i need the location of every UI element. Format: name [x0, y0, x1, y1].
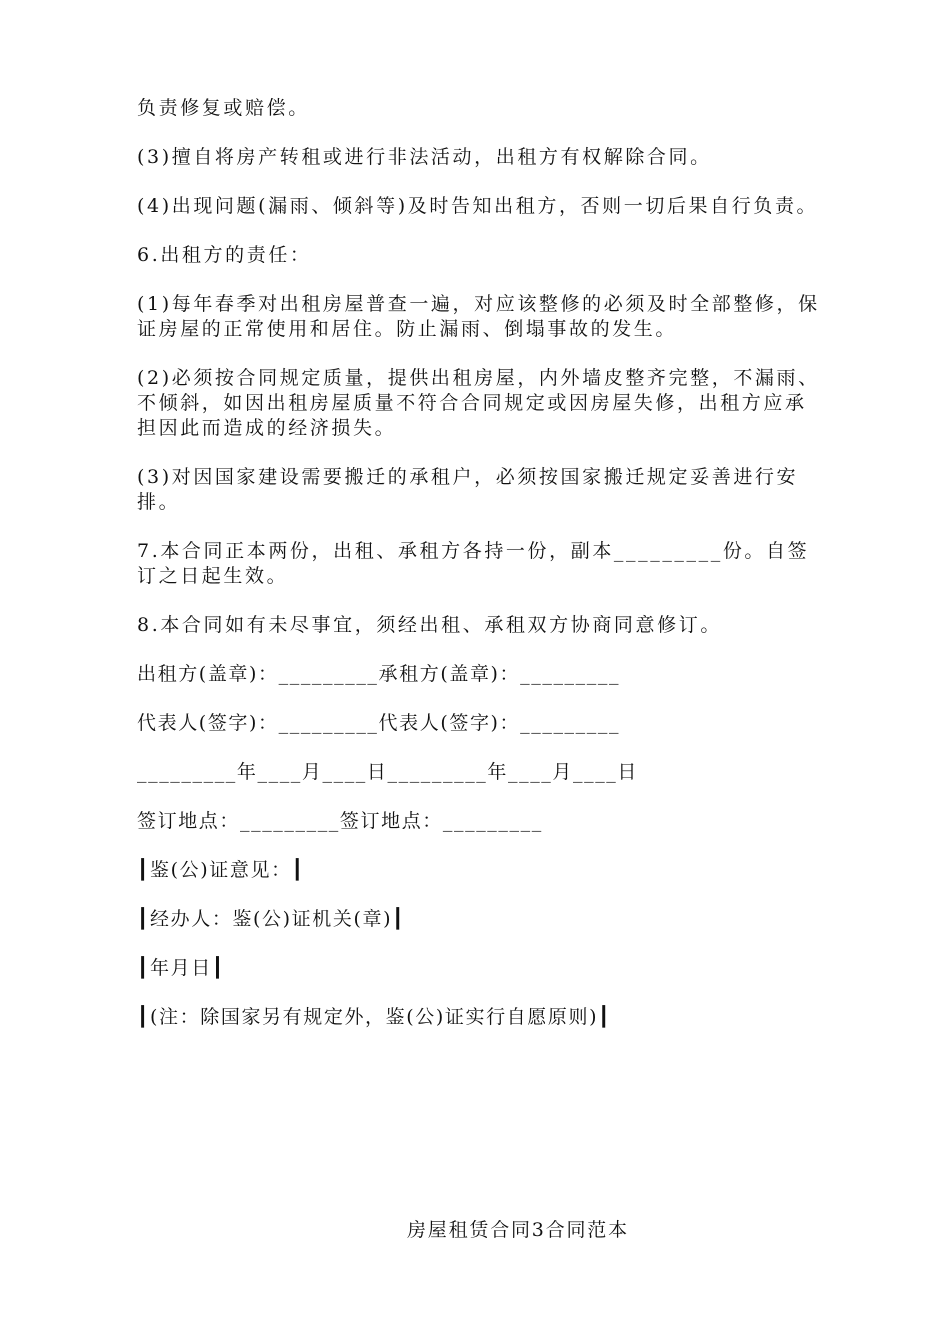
- signature-line-date: _________年____月____日_________年____月____日: [137, 761, 638, 783]
- paragraph-sublease-clause: (3)擅自将房产转租或进行非法活动，出租方有权解除合同。: [137, 146, 712, 168]
- notary-date-line: ┃年月日┃: [137, 957, 225, 979]
- paragraph-amendments: 8.本合同如有未尽事宜，须经出租、承租双方协商同意修订。: [137, 614, 722, 636]
- paragraph-annual-inspection: (1)每年春季对出租房屋普查一遍，对应该整修的必须及时全部整修，保证房屋的正常使用和居住。防止漏雨、倒塌事故的发生。: [137, 293, 820, 340]
- signature-line-location: 签订地点：_________签订地点：_________: [137, 810, 543, 832]
- footer-title: 房屋租赁合同3合同范本: [407, 1219, 629, 1241]
- paragraph-relocation: (3)对因国家建设需要搬迁的承租户，必须按国家搬迁规定妥善进行安排。: [137, 466, 799, 513]
- paragraph-quality-requirement: (2)必须按合同规定质量，提供出租房屋，内外墙皮整齐完整，不漏雨、不倾斜，如因出租房屋质量不符合合同规定或因房屋失修，出租方应承担因此而造成的经济损失。: [137, 367, 820, 439]
- notary-opinion-line: ┃鉴(公)证意见：┃: [137, 859, 305, 881]
- contract-body: [137, 96, 827, 1054]
- paragraph-notify-clause: (4)出现问题(漏雨、倾斜等)及时告知出租方，否则一切后果自行负责。: [137, 195, 819, 217]
- section-heading-lessor-duties: 6.出租方的责任：: [137, 244, 312, 266]
- signature-line-seal: 出租方(盖章)：_________承租方(盖章)：_________: [137, 663, 621, 685]
- paragraph-copies: 7.本合同正本两份，出租、承租方各持一份，副本_________份。自签订之日起生效。: [137, 540, 810, 587]
- notary-note-line: ┃(注：除国家另有规定外，鉴(公)证实行自愿原则)┃: [137, 1006, 612, 1028]
- notary-handler-line: ┃经办人：鉴(公)证机关(章)┃: [137, 908, 406, 930]
- paragraph-repair-liability: 负责修复或赔偿。: [137, 97, 310, 119]
- signature-line-representative: 代表人(签字)：_________代表人(签字)：_________: [137, 712, 621, 734]
